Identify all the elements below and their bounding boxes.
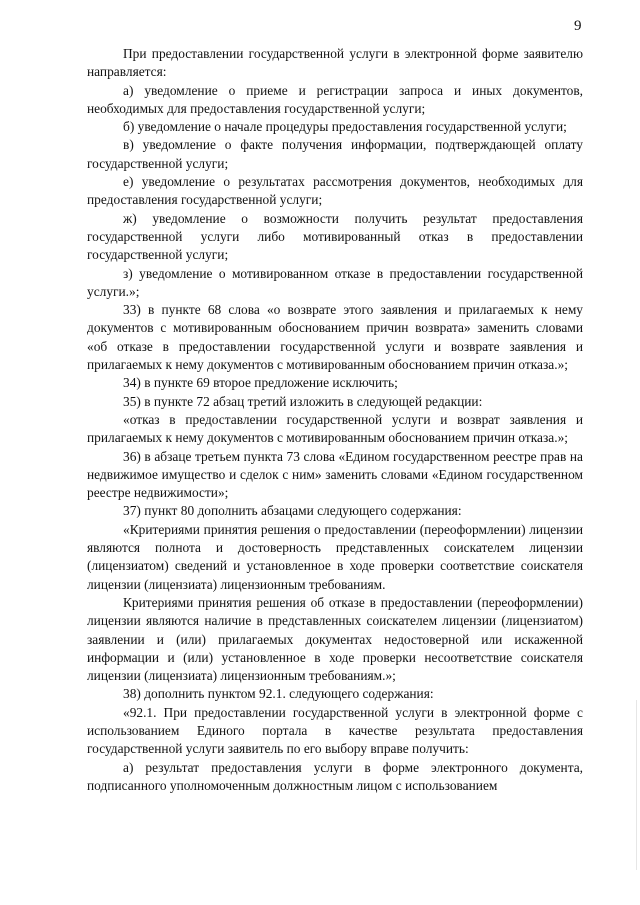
paragraph: 37) пункт 80 дополнить абзацами следующего содержания: xyxy=(123,503,462,519)
paragraph: 33) в пункте 68 слова «о возврате этого заявления и прилагаемых к нему документов с мотивированным обоснованием причин возврата» заменить словами «об отказе в предоставлении государственной услуги и возврате заявления и прилагаемых к нему документов с мотивированным обоснованием причин отказа.»; xyxy=(87,302,583,373)
document-body xyxy=(87,45,583,795)
paragraph: 38) дополнить пунктом 92.1. следующего содержания: xyxy=(123,686,434,702)
paragraph: ж) уведомление о возможности получить результат предоставления государственной услуги либо мотивированный отказ в предоставлении государственной услуги; xyxy=(87,210,583,263)
paragraph: в) уведомление о факте получения информации, подтверждающей оплату государственной услуги; xyxy=(87,137,583,171)
paragraph: При предоставлении государственной услуги в электронной форме заявителю направляется: xyxy=(87,46,583,80)
page-number: 9 xyxy=(574,18,582,34)
paragraph: «отказ в предоставлении государственной услуги и возврат заявления и прилагаемых к нему документов с мотивированным обоснованием причин отказа.»; xyxy=(87,411,583,446)
paragraph: а) результат предоставления услуги в форме электронного документа, подписанного уполномоченным должностным лицом с использованием xyxy=(87,759,583,793)
paragraph: б) уведомление о начале процедуры предоставления государственной услуги; xyxy=(123,119,567,135)
paragraph: «Критериями принятия решения о предоставлении (переоформлении) лицензии являются полнота и достоверность представленных соискателем лицензии (лицензиатом) сведений и установленное в ходе проверки соответствие соискателя лицензии (лицензиата) лицензионным требованиям. xyxy=(87,521,583,592)
scan-edge-line xyxy=(636,700,637,870)
paragraph: 36) в абзаце третьем пункта 73 слова «Едином государственном реестре прав на недвижимое имущество и сделок с ним» заменить словами «Едином государственном реестре недвижимости»; xyxy=(87,448,583,501)
paragraph: 35) в пункте 72 абзац третий изложить в следующей редакции: xyxy=(123,393,483,409)
paragraph: Критериями принятия решения об отказе в предоставлении (переоформлении) лицензии являются наличие в представленных соискателем лицензии (лицензиатом) заявлении и (или) прилагаемых документах недостоверной или искаженной информации и (или) установленное в ходе проверки несоответствие соискателя лицензии (лицензиата) лицензионным требованиям.»; xyxy=(87,594,583,684)
paragraph: а) уведомление о приеме и регистрации запроса и иных документов, необходимых для предоставления государственной услуги; xyxy=(87,82,583,116)
paragraph: з) уведомление о мотивированном отказе в предоставлении государственной услуги.»; xyxy=(87,265,583,299)
paragraph: 34) в пункте 69 второе предложение исключить; xyxy=(123,375,398,391)
paragraph: е) уведомление о результатах рассмотрения документов, необходимых для предоставления государственной услуги; xyxy=(87,174,583,208)
paragraph: «92.1. При предоставлении государственной услуги в электронной форме с использованием Единого портала в качестве результата предоставления государственной услуги заявитель по его выбору вправе получить: xyxy=(87,704,583,757)
